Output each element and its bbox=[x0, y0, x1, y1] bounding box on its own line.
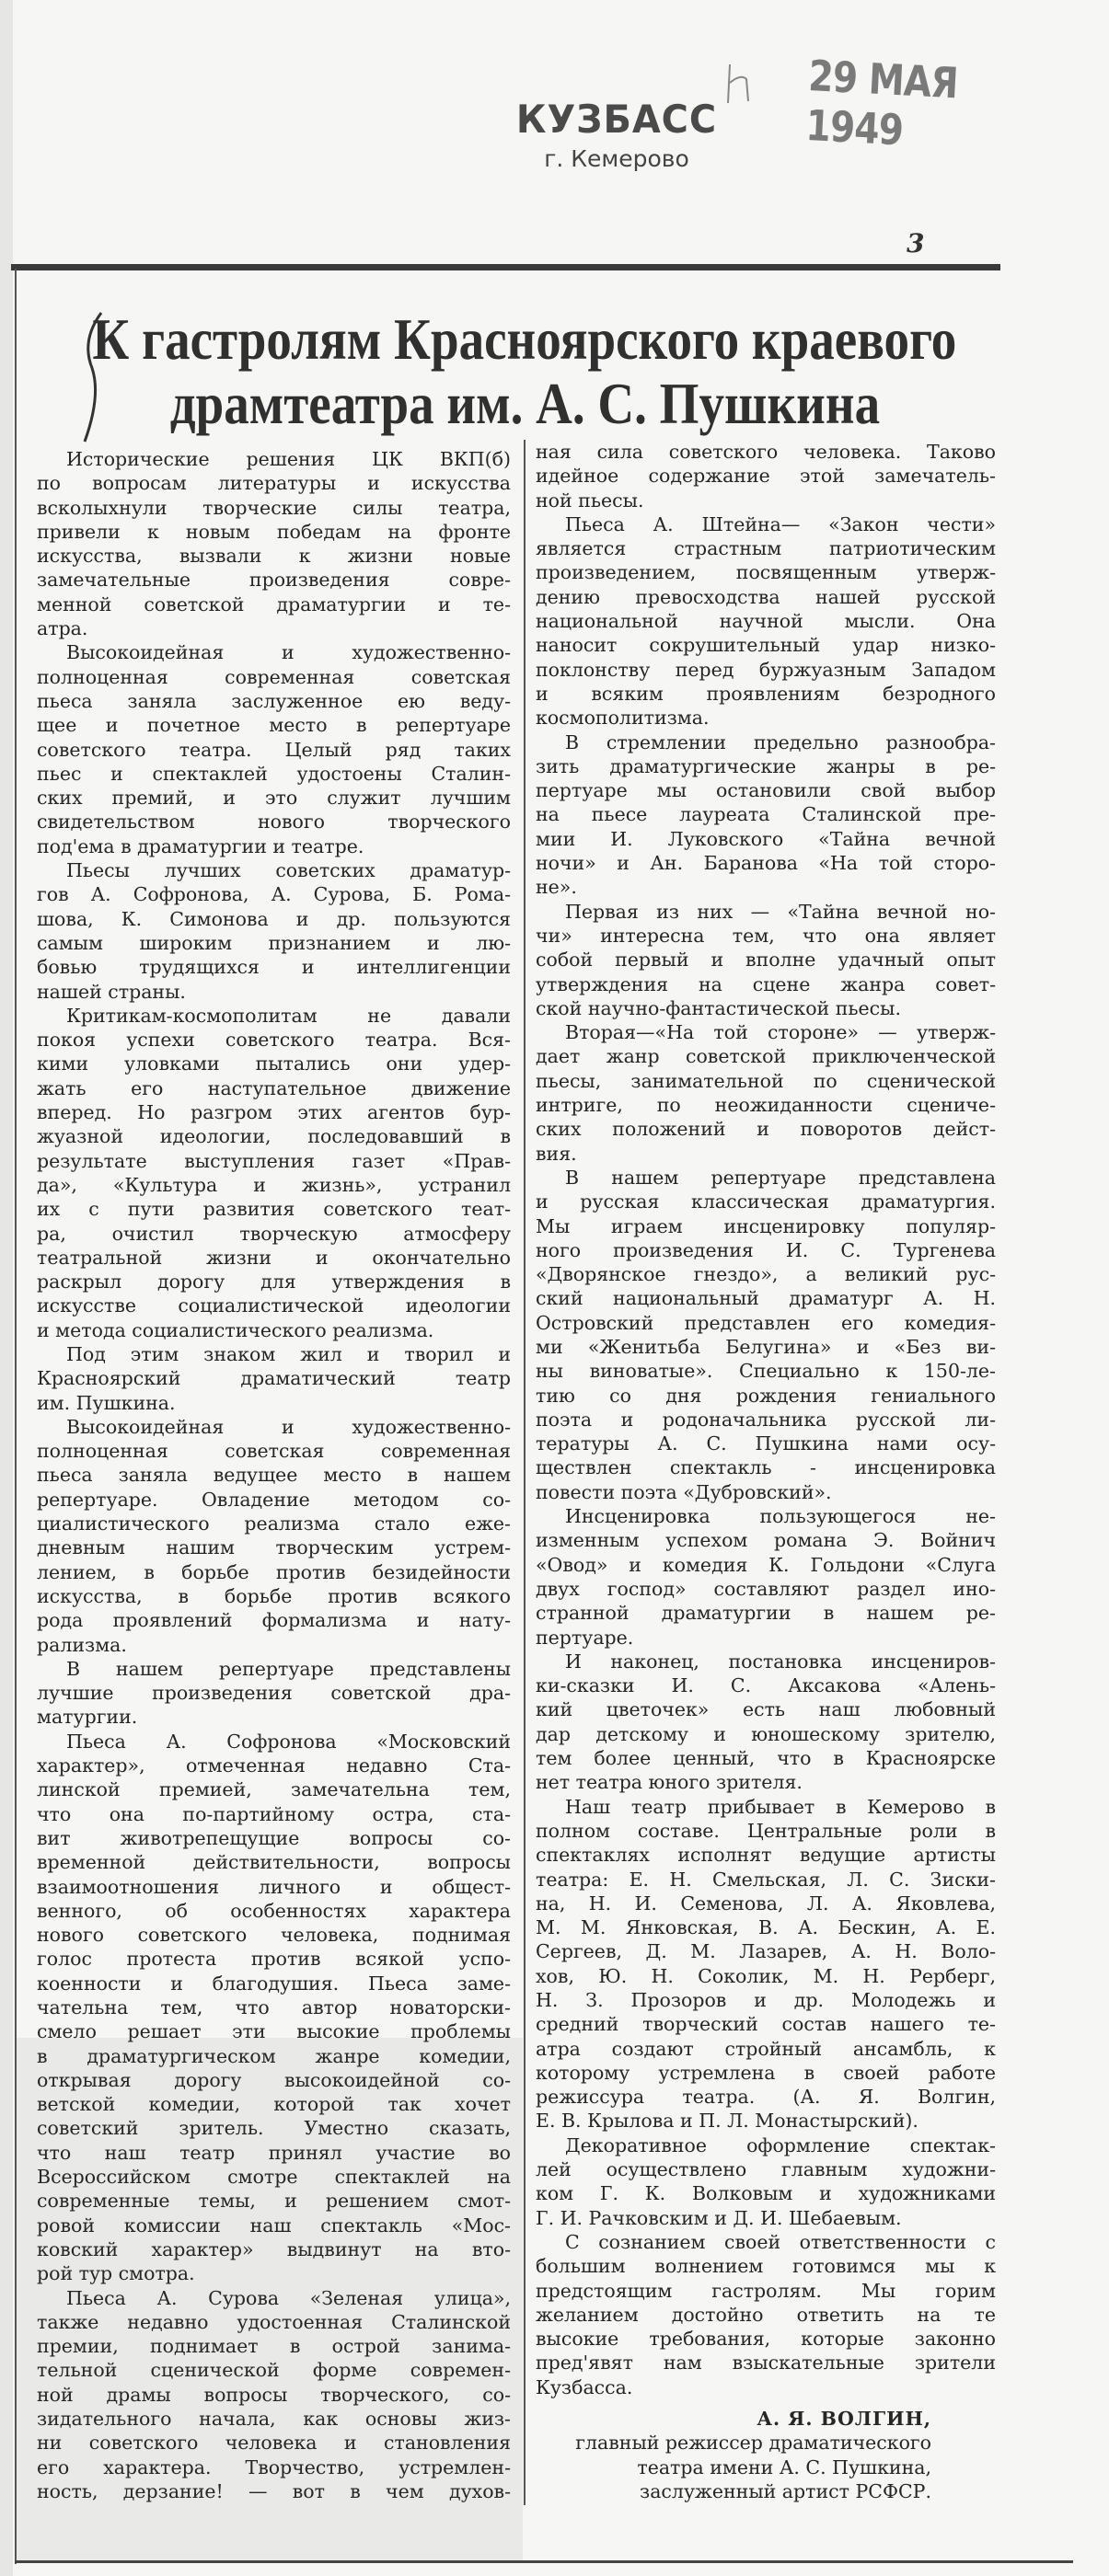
article-column-1 bbox=[37, 447, 511, 2503]
text-line: произведением, посвященным утверж- bbox=[536, 561, 996, 584]
page-number: 3 bbox=[907, 228, 925, 259]
text-line: советский зритель. Уместно сказать, bbox=[37, 2117, 511, 2140]
text-line: под'ема в драматургии и театре. bbox=[37, 834, 364, 857]
text-line: режиссура театра. (А. Я. Волгин, bbox=[536, 2086, 996, 2109]
text-line: дар детскому и юношескому зрителю, bbox=[536, 1722, 996, 1745]
text-line: советского театра. Целый ряд таких bbox=[37, 738, 511, 761]
text-line: ны виноватые». Специально к 150-ле- bbox=[536, 1360, 996, 1383]
text-line: В нашем репертуаре представлены bbox=[66, 1657, 511, 1680]
text-line: что наш театр принял участие во bbox=[37, 2141, 511, 2164]
text-line: вит животрепещущие вопросы со- bbox=[37, 1826, 511, 1849]
text-line: ки-сказки И. С. Аксакова «Алень- bbox=[536, 1674, 996, 1697]
article-paragraph bbox=[536, 2133, 996, 2230]
text-line: матургии. bbox=[37, 1706, 138, 1729]
author-title-line: главный режиссер драматического bbox=[575, 2432, 931, 2455]
author-signature bbox=[536, 2407, 996, 2503]
text-line: космополитизма. bbox=[536, 707, 710, 730]
paper-edge bbox=[0, 0, 13, 2576]
text-line: М. М. Янковская, В. А. Бескин, А. Е. bbox=[536, 1916, 996, 1939]
text-line: кими уловками пытались они удер- bbox=[37, 1052, 511, 1075]
text-line: привели к новым победам на фронте bbox=[37, 520, 511, 543]
text-line: жать его наступательное движение bbox=[37, 1076, 511, 1099]
text-line: дает жанр советской приключенческой bbox=[536, 1045, 996, 1068]
text-line: зить драматургические жанры в ре- bbox=[536, 754, 996, 777]
text-line: жуазной идеологии, последовавший в bbox=[37, 1125, 511, 1148]
text-line: лением, в борьбе против безидейности bbox=[37, 1560, 511, 1583]
article-paragraph bbox=[37, 447, 511, 640]
text-line: рой тур смотра. bbox=[37, 2262, 195, 2285]
text-line: ской научно-фантастической пьесы. bbox=[536, 996, 901, 1019]
text-line: покоя успехи советского театра. Вся- bbox=[37, 1029, 511, 1052]
text-line: В нашем репертуаре представлена bbox=[565, 1166, 996, 1189]
text-line: Кузбасса. bbox=[536, 2375, 633, 2398]
text-line: вперед. Но разгром этих агентов бур- bbox=[37, 1101, 511, 1124]
text-line: тем более ценный, что в Красноярске bbox=[536, 1747, 996, 1770]
text-line: «Овод» и комедия К. Гольдони «Слуга bbox=[536, 1553, 996, 1576]
text-line: что она по-партийному остра, ста- bbox=[37, 1802, 511, 1825]
date-stamp: 29 МАЯ 1949 bbox=[804, 51, 959, 155]
text-line: Пьесы лучших советских драматур- bbox=[66, 859, 511, 882]
text-line: менной советской драматургии и те- bbox=[37, 592, 511, 615]
text-line: также недавно удостоенная Сталинской bbox=[37, 2310, 511, 2333]
article-paragraph bbox=[536, 900, 996, 1020]
text-line: на, Н. И. Семенова, Л. А. Яковлева, bbox=[536, 1892, 996, 1915]
text-line: Красноярский драматический театр bbox=[37, 1367, 511, 1390]
text-line: ни советского человека и становления bbox=[37, 2432, 511, 2455]
text-line: театральной жизни и окончательно bbox=[37, 1246, 511, 1269]
text-line: полноценная современная советская bbox=[37, 665, 511, 688]
article-column-2 bbox=[536, 440, 996, 2503]
text-line: предстоящим гастролям. Мы горим bbox=[536, 2279, 996, 2302]
text-line: ночи» и Ан. Баранова «На той сторо- bbox=[536, 852, 996, 875]
text-line: циалистического реализма стало еже- bbox=[37, 1512, 511, 1535]
text-line: шова, К. Симонова и др. пользуются bbox=[37, 907, 511, 930]
article-paragraph bbox=[536, 1650, 996, 1795]
text-line: венного, об особенностях характера bbox=[37, 1899, 511, 1922]
newspaper-name: КУЗБАСС bbox=[515, 97, 718, 142]
newspaper-city: г. Кемерово bbox=[544, 145, 689, 172]
top-rule bbox=[11, 264, 1000, 270]
text-line: тию со дня рождения гениального bbox=[536, 1384, 996, 1407]
text-line: собой первый и вполне удачный опыт bbox=[536, 949, 996, 972]
article-paragraph bbox=[37, 1415, 511, 1657]
text-line: искусства, вызвали к жизни новые bbox=[37, 545, 511, 568]
text-line: линской премией, замечательна тем, bbox=[37, 1778, 511, 1801]
text-line: да», «Культура и жизнь», устранил bbox=[37, 1173, 511, 1196]
text-line: современные темы, и решением смот- bbox=[37, 2190, 511, 2213]
text-line: утверждения на сцене жанра совет- bbox=[536, 972, 996, 995]
text-line: ком Г. К. Волковым и художниками bbox=[536, 2182, 996, 2205]
text-line: взаимоотношения личного и общест- bbox=[37, 1875, 511, 1898]
text-line: раскрыл дорогу для утверждения в bbox=[37, 1271, 511, 1294]
text-line: ра, очистил творческую атмосферу bbox=[37, 1222, 511, 1245]
text-line: Н. З. Прозоров и др. Молодежь и bbox=[536, 1989, 996, 2011]
article-paragraph bbox=[37, 1342, 511, 1415]
text-line: полноценная советская современная bbox=[37, 1440, 511, 1463]
text-line: Под этим знаком жил и творил и bbox=[66, 1342, 511, 1365]
text-line: Вторая—«На той стороне» — утверж- bbox=[565, 1021, 996, 1044]
text-line: спектаклях исполнят ведущие артисты bbox=[536, 1844, 996, 1867]
author-name: А. Я. ВОЛГИН, bbox=[757, 2408, 931, 2431]
text-line: лучшие произведения советской дра- bbox=[37, 1682, 511, 1705]
article-paragraph bbox=[536, 1795, 996, 2133]
text-line: которому устремлена в своей работе bbox=[536, 2061, 996, 2084]
text-line: ский национальный драматург А. Н. bbox=[536, 1287, 996, 1310]
left-border bbox=[15, 269, 17, 2564]
text-line: С сознанием своей ответственности с bbox=[565, 2230, 996, 2253]
text-line: гов А. Софронова, А. Сурова, Б. Рома- bbox=[37, 883, 511, 906]
text-line: пертуаре мы остановили свой выбор bbox=[536, 779, 996, 802]
article-paragraph bbox=[37, 858, 511, 1004]
column-divider bbox=[524, 440, 526, 2505]
text-line: на пьесе лауреата Сталинской пре- bbox=[536, 803, 996, 826]
text-line: чи» интересна тем, что она являет bbox=[536, 924, 996, 947]
text-line: ских премий, и это служит лучшим bbox=[37, 787, 511, 810]
text-line: Первая из них — «Тайна вечной но- bbox=[565, 900, 996, 923]
text-line: двух господ» составляют раздел ино- bbox=[536, 1577, 996, 1600]
text-line: И наконец, постановка инсцениров- bbox=[565, 1650, 996, 1673]
article-paragraph bbox=[37, 1657, 511, 1730]
text-line: театра: Е. Н. Смельская, Л. С. Зиски- bbox=[536, 1868, 996, 1891]
author-title-line: заслуженный артист РСФСР. bbox=[640, 2479, 931, 2502]
article-paragraph bbox=[37, 640, 511, 858]
text-line: свидетельством нового творческого bbox=[37, 811, 511, 834]
text-line: их с пути развития советского теат- bbox=[37, 1198, 511, 1221]
text-line: наносит сокрушительный удар низко- bbox=[536, 634, 996, 657]
text-line: и метода социалистического реализма. bbox=[37, 1318, 434, 1341]
column-2-body bbox=[536, 440, 996, 2399]
text-line: ми «Женитьба Белугина» и «Без ви- bbox=[536, 1335, 996, 1358]
text-line: премии, поднимает в острой занима- bbox=[37, 2335, 511, 2358]
text-line: большим волнением готовимся мы к bbox=[536, 2255, 996, 2278]
text-line: ровой комиссии наш спектакль «Мос- bbox=[37, 2214, 511, 2237]
article-paragraph bbox=[536, 1166, 996, 1504]
text-line: Пьеса А. Сурова «Зеленая улица», bbox=[66, 2286, 511, 2309]
text-line: лей осуществлено главным художни- bbox=[536, 2158, 996, 2181]
text-line: поэта и родоначальника русской ли- bbox=[536, 1408, 996, 1431]
text-line: временной действительности, вопросы bbox=[37, 1851, 511, 1874]
text-line: Критикам-космополитам не давали bbox=[66, 1004, 511, 1027]
text-line: всколыхнули творческие силы театра, bbox=[37, 496, 511, 519]
text-line: результате выступления газет «Прав- bbox=[37, 1149, 511, 1172]
text-line: Инсценировка пользующегося не- bbox=[565, 1505, 996, 1528]
text-line: Сергеев, Д. М. Лазарев, А. Н. Воло- bbox=[536, 1940, 996, 1963]
text-line: пьесы, занимательной по сценической bbox=[536, 1069, 996, 1092]
text-line: характер», отмеченная недавно Ста- bbox=[37, 1754, 511, 1777]
headline-text-2: драмтеатра им. А. С. Пушкина bbox=[169, 371, 880, 436]
text-line: бовью трудящихся и интеллигенции bbox=[37, 956, 511, 979]
text-line: Пьеса А. Штейна— «Закон чести» bbox=[565, 512, 996, 535]
text-line: странной драматургии в нашем ре- bbox=[536, 1602, 996, 1625]
text-line: полном составе. Центральные роли в bbox=[536, 1819, 996, 1842]
text-line: пьеса заняла ведущее место в нашем bbox=[37, 1464, 511, 1487]
text-line: является страстным патриотическим bbox=[536, 537, 996, 560]
text-line: Е. В. Крылова и П. Л. Монастырский). bbox=[536, 2110, 918, 2133]
text-line: голос протеста против всякой успо- bbox=[37, 1948, 511, 1971]
text-line: пертуаре. bbox=[536, 1626, 634, 1649]
text-line: мии И. Луковского «Тайна вечной bbox=[536, 827, 996, 850]
text-line: искусстве социалистической идеологии bbox=[37, 1294, 511, 1317]
text-line: открывая дорогу высокоидейной со- bbox=[37, 2068, 511, 2091]
text-line: национальной научной мысли. Она bbox=[536, 610, 996, 633]
text-line: интриге, по неожиданности сцениче- bbox=[536, 1094, 996, 1117]
text-line: повести поэта «Дубровский». bbox=[536, 1480, 832, 1503]
article-paragraph bbox=[536, 1020, 996, 1166]
text-line: пред'явят нам взыскательные зрители bbox=[536, 2352, 996, 2375]
text-line: дению превосходства нашей русской bbox=[536, 585, 996, 608]
newspaper-masthead bbox=[497, 97, 736, 172]
text-line: средний творческий состав нашего те- bbox=[536, 2013, 996, 2036]
text-line: и русская классическая драматургия. bbox=[536, 1190, 996, 1213]
text-line: рализма. bbox=[37, 1633, 127, 1656]
text-line: Декоративное оформление спектак- bbox=[565, 2133, 996, 2156]
text-line: тельной сценической форме современ- bbox=[37, 2359, 511, 2382]
text-line: атра создают стройный ансамбль, к bbox=[536, 2037, 996, 2060]
text-line: кий цветочек» есть наш любовный bbox=[536, 1698, 996, 1721]
text-line: коенности и благодушия. Пьеса заме- bbox=[37, 1972, 511, 1995]
article-paragraph bbox=[37, 2286, 511, 2504]
headline-text-1: К гастролям Красноярского краевого bbox=[92, 306, 957, 372]
article-paragraph bbox=[37, 1730, 511, 2286]
headline-line-1 bbox=[18, 305, 1031, 374]
text-line: нет театра юного зрителя. bbox=[536, 1771, 803, 1794]
text-line: Наш театр прибывает в Кемерово в bbox=[565, 1795, 996, 1818]
text-line: самым широким признанием и лю- bbox=[37, 931, 511, 954]
text-line: Высокоидейная и художественно- bbox=[66, 641, 511, 664]
article-paragraph bbox=[536, 2230, 996, 2399]
article-paragraph bbox=[536, 512, 996, 730]
text-line: «Дворянское гнездо», а великий рус- bbox=[536, 1263, 996, 1286]
text-line: зидательного начала, как основы жиз- bbox=[37, 2408, 511, 2431]
bottom-rule bbox=[15, 2560, 1073, 2563]
text-line: желанием достойно ответить на те bbox=[536, 2303, 996, 2326]
text-line: тературы А. С. Пушкина нами осу- bbox=[536, 1432, 996, 1455]
text-line: поклонству перед буржуазным Западом bbox=[536, 658, 996, 681]
article-paragraph bbox=[536, 1504, 996, 1650]
text-line: и всяким проявлениям безродного bbox=[536, 682, 996, 705]
text-line: ность, дерзание! — вот в чем духов- bbox=[37, 2479, 511, 2502]
text-line: пьеса заняла заслуженное ею веду- bbox=[37, 689, 511, 712]
text-line: В стремлении предельно разнообра- bbox=[565, 730, 996, 753]
text-line: высокие требования, которые законно bbox=[536, 2328, 996, 2351]
text-line: вия. bbox=[536, 1142, 577, 1165]
text-line: ная сила советского человека. Таково bbox=[536, 441, 996, 463]
text-line: идейное содержание этой замечатель- bbox=[536, 465, 996, 488]
text-line: рода проявлений формализма и нату- bbox=[37, 1609, 511, 1632]
text-line: ной пьесы. bbox=[536, 489, 644, 512]
text-line: щее и почетное место в репертуаре bbox=[37, 714, 511, 737]
text-line: атра. bbox=[37, 617, 88, 640]
text-line: пьес и спектаклей удостоены Сталин- bbox=[37, 762, 511, 785]
text-line: Мы играем инсценировку популяр- bbox=[536, 1214, 996, 1237]
text-line: ветской комедии, которой так хочет bbox=[37, 2093, 511, 2116]
text-line: им. Пушкина. bbox=[37, 1391, 176, 1414]
text-line: ной драмы вопросы творческого, со- bbox=[37, 2383, 511, 2406]
article-paragraph bbox=[37, 1004, 511, 1342]
text-line: нашей страны. bbox=[37, 980, 186, 1003]
text-line: Г. И. Рачковским и Д. И. Шебаевым. bbox=[536, 2206, 902, 2229]
text-line: искусства, в борьбе против всякого bbox=[37, 1584, 511, 1607]
text-line: ковский характер» выдвинут на вто- bbox=[37, 2237, 511, 2260]
text-line: Высокоидейная и художественно- bbox=[66, 1415, 511, 1438]
headline-line-2 bbox=[18, 370, 1031, 438]
text-line: нового советского человека, поднимая bbox=[37, 1924, 511, 1947]
text-line: ного произведения И. С. Тургенева bbox=[536, 1238, 996, 1261]
article-paragraph bbox=[536, 440, 996, 512]
text-line: не». bbox=[536, 876, 577, 899]
text-line: дневным нашим творческим устрем- bbox=[37, 1536, 511, 1559]
text-line: репертуаре. Овладение методом со- bbox=[37, 1488, 511, 1511]
text-line: Всероссийском смотре спектаклей на bbox=[37, 2166, 511, 2189]
text-line: хов, Ю. Н. Соколик, М. Н. Рерберг, bbox=[536, 1964, 996, 1987]
author-title-line: театра имени А. С. Пушкина, bbox=[637, 2455, 931, 2478]
text-line: смело решает эти высокие проблемы bbox=[37, 2020, 511, 2043]
article-paragraph bbox=[536, 730, 996, 900]
text-line: в драматургическом жанре комедии, bbox=[37, 2044, 511, 2067]
text-line: чательна тем, что автор новаторски- bbox=[37, 1996, 511, 2018]
text-line: по вопросам литературы и искусства bbox=[37, 472, 511, 495]
text-line: его характера. Творчество, устремлен- bbox=[37, 2455, 511, 2478]
text-line: ских положений и поворотов дейст- bbox=[536, 1118, 996, 1141]
text-line: Исторические решения ЦК ВКП(б) bbox=[66, 448, 511, 470]
text-line: Островский представлен его комедия- bbox=[536, 1311, 996, 1334]
pencil-mark-icon bbox=[722, 46, 759, 114]
text-line: замечательные произведения совре- bbox=[37, 569, 511, 592]
text-line: изменным успехом романа Э. Войнич bbox=[536, 1529, 996, 1552]
text-line: Пьеса А. Софронова «Московский bbox=[66, 1730, 511, 1753]
text-line: ществлен спектакль - инсценировка bbox=[536, 1456, 996, 1479]
